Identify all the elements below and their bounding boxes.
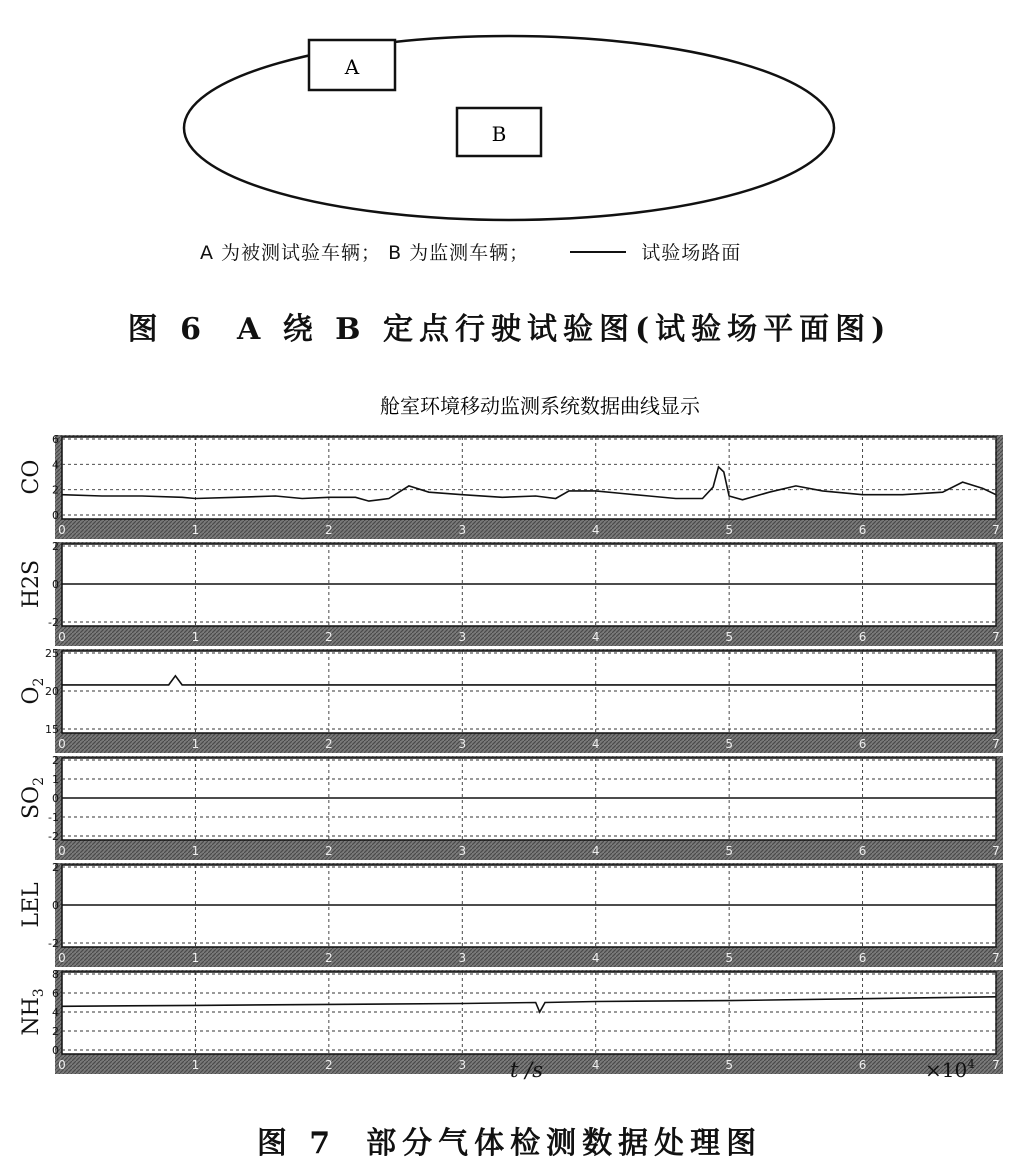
y-tick-label: 4 bbox=[52, 1006, 59, 1019]
x-tick-label: 0 bbox=[58, 844, 66, 858]
figure-7-chart bbox=[0, 385, 1019, 1105]
x-axis-multiplier bbox=[925, 1057, 975, 1082]
x-tick-label: 0 bbox=[58, 951, 66, 965]
figure-6-caption bbox=[0, 304, 1019, 348]
figure-7-caption-text: 部分气体检测数据处理图 bbox=[366, 1126, 763, 1161]
x-tick-label: 3 bbox=[458, 951, 467, 965]
y-tick-label: 2 bbox=[52, 483, 59, 497]
x-tick-label: 1 bbox=[191, 630, 200, 644]
vehicle-b-label: B bbox=[491, 122, 507, 146]
x-tick-label: 0 bbox=[58, 737, 66, 751]
panel-plot-area bbox=[62, 865, 996, 947]
x-tick-label: 1 bbox=[191, 523, 200, 537]
x-tick-label: 4 bbox=[591, 1058, 600, 1072]
x-tick-label: 7 bbox=[992, 523, 1000, 537]
y-tick-label: 15 bbox=[45, 723, 59, 736]
x-tick-label: 5 bbox=[725, 1058, 733, 1072]
x-tick-label: 4 bbox=[591, 951, 600, 965]
x-tick-label: 5 bbox=[725, 630, 733, 644]
y-tick-label: 6 bbox=[52, 987, 59, 1000]
y-tick-label: 1 bbox=[52, 773, 59, 786]
figure-6-number: 图 6 bbox=[127, 312, 207, 347]
x-tick-label: 2 bbox=[325, 844, 333, 858]
y-tick-label: 6 bbox=[52, 433, 59, 446]
chart-title: 舱室环境移动监测系统数据曲线显示 bbox=[380, 394, 700, 418]
figure-7-caption bbox=[0, 1118, 1019, 1162]
panel-plot-area bbox=[62, 758, 996, 840]
x-tick-label: 7 bbox=[992, 951, 1000, 965]
x-tick-label: 4 bbox=[591, 737, 600, 751]
y-tick-label: -2 bbox=[48, 937, 59, 950]
panel-label-o2: $O_2$ bbox=[19, 677, 47, 705]
panel-h2s bbox=[19, 540, 1003, 646]
x-tick-label: 1 bbox=[191, 951, 200, 965]
x-tick-label: 2 bbox=[325, 737, 333, 751]
panel-label-so2: $SO_2$ bbox=[19, 776, 47, 820]
x-tick-label: 1 bbox=[191, 737, 200, 751]
panel-plot-area bbox=[62, 972, 996, 1054]
figure-6-caption-text: A 绕 B 定点行驶试验图(试验场平面图) bbox=[236, 312, 892, 347]
y-tick-label: 2 bbox=[52, 540, 59, 553]
y-tick-label: 20 bbox=[45, 685, 59, 698]
x-axis-label: t /s bbox=[510, 1058, 543, 1082]
x-tick-label: 4 bbox=[591, 844, 600, 858]
panel-lel bbox=[19, 861, 1003, 967]
legend-line-swatch bbox=[570, 251, 626, 253]
y-tick-label: 0 bbox=[52, 509, 59, 522]
panel-so2 bbox=[19, 754, 1003, 860]
y-tick-label: 0 bbox=[52, 1044, 59, 1057]
panel-plot-area bbox=[62, 544, 996, 626]
x-tick-label: 6 bbox=[858, 630, 867, 644]
figure-6-legend bbox=[200, 238, 840, 266]
x-tick-label: 5 bbox=[725, 737, 733, 751]
figure-7-number: 图 7 bbox=[256, 1126, 337, 1161]
x-tick-label: 1 bbox=[191, 844, 200, 858]
x-tick-label: 0 bbox=[58, 630, 66, 644]
y-tick-label: 0 bbox=[52, 899, 59, 912]
y-tick-label: 2 bbox=[52, 754, 59, 767]
x-tick-label: 7 bbox=[992, 630, 1000, 644]
x-tick-label: 7 bbox=[992, 844, 1000, 858]
x-tick-label: 6 bbox=[858, 1058, 867, 1072]
x-tick-label: 2 bbox=[325, 1058, 333, 1072]
x-tick-label: 6 bbox=[858, 951, 867, 965]
x-tick-label: 7 bbox=[992, 1058, 1000, 1072]
x-axis-multiplier-base: ×10 bbox=[925, 1058, 968, 1082]
x-tick-label: 6 bbox=[858, 737, 867, 751]
chart-panels bbox=[19, 433, 1003, 1074]
y-tick-label: 8 bbox=[52, 968, 59, 981]
panel-label-lel: LEL bbox=[19, 882, 44, 928]
panel-label-h2s: H2S bbox=[19, 559, 44, 609]
legend-track: 试验场路面 bbox=[641, 242, 742, 264]
legend-vehicle-b: B 为监测车辆； bbox=[388, 242, 530, 264]
x-tick-label: 2 bbox=[325, 523, 333, 537]
y-tick-label: -2 bbox=[48, 830, 59, 843]
x-tick-label: 7 bbox=[992, 737, 1000, 751]
x-tick-label: 4 bbox=[591, 523, 600, 537]
x-tick-label: 3 bbox=[458, 523, 467, 537]
y-tick-label: 4 bbox=[52, 458, 59, 472]
x-tick-label: 1 bbox=[191, 1058, 200, 1072]
x-tick-label: 5 bbox=[725, 844, 733, 858]
x-tick-label: 3 bbox=[458, 630, 467, 644]
x-tick-label: 2 bbox=[325, 630, 333, 644]
legend-vehicle-a: A 为被测试验车辆； bbox=[200, 242, 382, 264]
x-axis-multiplier-exponent: 4 bbox=[967, 1057, 975, 1071]
panel-co bbox=[19, 433, 1003, 539]
x-tick-label: 4 bbox=[591, 630, 600, 644]
x-tick-label: 2 bbox=[325, 951, 333, 965]
vehicle-a-label: A bbox=[344, 55, 360, 79]
y-tick-label: 25 bbox=[45, 647, 59, 660]
y-tick-label: 0 bbox=[52, 578, 59, 591]
panel-plot-area bbox=[62, 437, 996, 519]
panel-plot-area bbox=[62, 651, 996, 733]
y-tick-label: 2 bbox=[52, 861, 59, 874]
x-tick-label: 3 bbox=[458, 844, 467, 858]
x-tick-label: 6 bbox=[858, 844, 867, 858]
y-tick-label: -2 bbox=[48, 616, 59, 629]
y-tick-label: 2 bbox=[52, 1025, 59, 1038]
x-tick-label: 0 bbox=[58, 1058, 66, 1072]
y-tick-label: -1 bbox=[48, 811, 59, 824]
x-tick-label: 5 bbox=[725, 951, 733, 965]
x-tick-label: 6 bbox=[858, 523, 867, 537]
panel-label-co: CO bbox=[19, 459, 44, 495]
panel-o2 bbox=[19, 647, 1003, 753]
y-tick-label: 0 bbox=[52, 792, 59, 805]
x-tick-label: 5 bbox=[725, 523, 733, 537]
panel-label-nh3: $NH_3$ bbox=[19, 988, 47, 1036]
x-tick-label: 3 bbox=[458, 737, 467, 751]
x-tick-label: 3 bbox=[458, 1058, 467, 1072]
x-tick-label: 0 bbox=[58, 523, 66, 537]
